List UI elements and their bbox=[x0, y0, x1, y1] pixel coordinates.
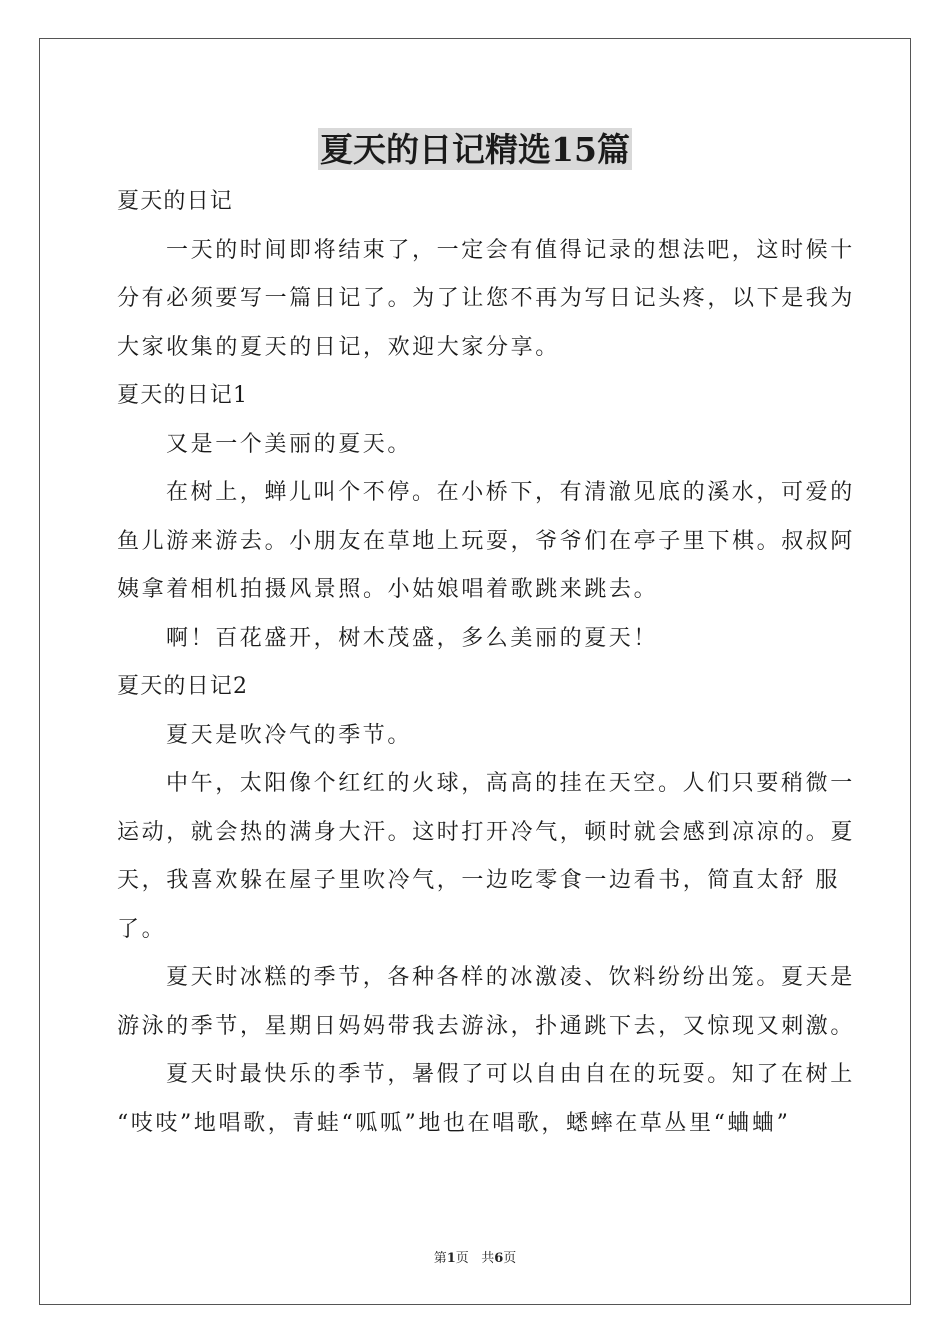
paragraph-line: 中午，太阳像个红红的火球，高高的挂在天空。人们只要稍微一 bbox=[166, 771, 855, 796]
footer-prefix: 第 bbox=[433, 1251, 447, 1266]
paragraph-line: 啊！百花盛开，树木茂盛，多么美丽的夏天！ bbox=[166, 625, 659, 651]
page-number: 1 bbox=[446, 1251, 456, 1266]
document-title: 夏天的日记精选15篇 bbox=[320, 130, 630, 169]
section-heading: 夏天的日记 bbox=[117, 189, 234, 214]
paragraph-line: 夏天时冰糕的季节，各种各样的冰激凌、饮料纷纷出笼。夏天是 bbox=[166, 965, 855, 990]
paragraph-line: 夏天是吹冷气的季节。 bbox=[166, 722, 413, 748]
paragraph-line: 天，我喜欢躲在屋子里吹冷气，一边吃零食一边看书，简直太舒 服 bbox=[117, 868, 840, 893]
paragraph-line: 鱼儿游来游去。小朋友在草地上玩耍，爷爷们在亭子里下棋。叔叔阿 bbox=[117, 528, 856, 554]
paragraph-line: 在树上，蝉儿叫个不停。在小桥下，有清澈见底的溪水，可爱的 bbox=[166, 480, 855, 505]
paragraph-line: 姨拿着相机拍摄风景照。小姑娘唱着歌跳来跳去。 bbox=[117, 577, 659, 602]
paragraph-line: “吱吱”地唱歌，青蛙“呱呱”地也在唱歌，蟋蟀在草丛里“蛐蛐” bbox=[117, 1110, 791, 1136]
paragraph-line: 游泳的季节，星期日妈妈带我去游泳，扑通跳下去，又惊现又刺激。 bbox=[117, 1013, 856, 1039]
total-pages: 6 bbox=[494, 1251, 504, 1266]
document-body bbox=[117, 178, 856, 1148]
section-heading: 夏天的日记1 bbox=[117, 383, 249, 408]
footer-total-prefix: 共 bbox=[481, 1251, 495, 1266]
page-footer bbox=[0, 1247, 950, 1266]
footer-page-suffix: 页 bbox=[455, 1251, 469, 1266]
paragraph-line: 一天的时间即将结束了，一定会有值得记录的想法吧，这时候十 bbox=[166, 237, 855, 263]
section-heading: 夏天的日记2 bbox=[117, 674, 249, 699]
paragraph-line: 了。 bbox=[117, 916, 167, 942]
footer-total-suffix: 页 bbox=[503, 1251, 517, 1266]
paragraph-line: 运动，就会热的满身大汗。这时打开冷气，顿时就会感到凉凉的。夏 bbox=[117, 819, 856, 845]
paragraph-line: 大家收集的夏天的日记，欢迎大家分享。 bbox=[117, 334, 560, 360]
paragraph-line: 夏天时最快乐的季节，暑假了可以自由自在的玩耍。知了在树上 bbox=[166, 1062, 855, 1087]
paragraph-line: 又是一个美丽的夏天。 bbox=[166, 431, 413, 457]
title-container bbox=[0, 128, 950, 170]
paragraph-line: 分有必须要写一篇日记了。为了让您不再为写日记头疼，以下是我为 bbox=[117, 286, 856, 311]
